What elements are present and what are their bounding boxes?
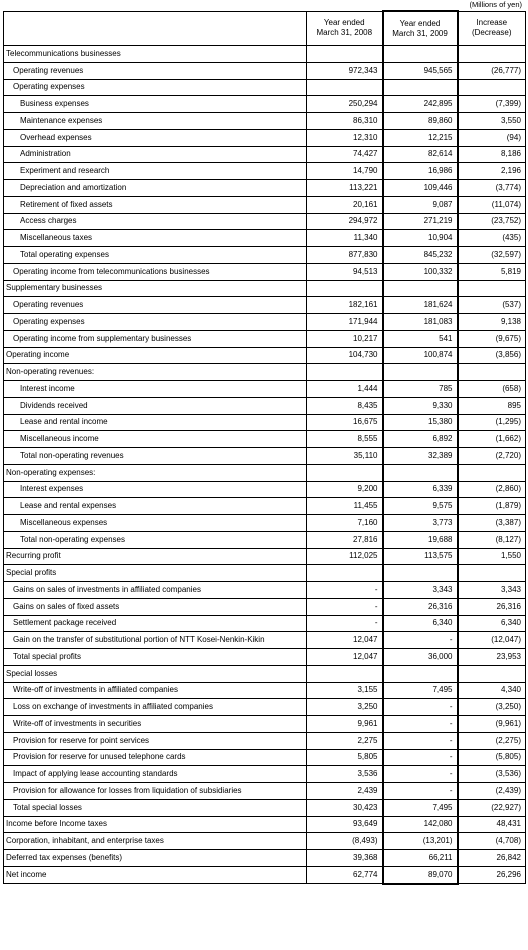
- value-change: (3,250): [458, 699, 526, 716]
- table-row: [4, 548, 526, 565]
- value-change: (537): [458, 297, 526, 314]
- value-2008: [307, 665, 383, 682]
- value-change: [458, 79, 526, 96]
- value-change: 26,316: [458, 598, 526, 615]
- table-row: [4, 649, 526, 666]
- row-label: Corporation, inhabitant, and enterprise taxes: [4, 833, 307, 850]
- value-change: (3,387): [458, 515, 526, 532]
- row-label: Recurring profit: [4, 548, 307, 565]
- value-change: (435): [458, 230, 526, 247]
- value-change: 26,296: [458, 866, 526, 883]
- value-2008: 16,675: [307, 414, 383, 431]
- table-row: [4, 113, 526, 130]
- value-change: (2,275): [458, 732, 526, 749]
- value-change: 1,550: [458, 548, 526, 565]
- value-change: [458, 280, 526, 297]
- value-2009: 36,000: [383, 649, 458, 666]
- value-2008: [307, 79, 383, 96]
- value-change: 895: [458, 397, 526, 414]
- table-row: [4, 531, 526, 548]
- value-2008: 11,455: [307, 498, 383, 515]
- value-2008: 86,310: [307, 113, 383, 130]
- value-2009: 82,614: [383, 146, 458, 163]
- value-2009: 89,860: [383, 113, 458, 130]
- value-change: (3,856): [458, 347, 526, 364]
- value-2008: 11,340: [307, 230, 383, 247]
- row-label: Net income: [4, 866, 307, 883]
- row-label: Non-operating expenses:: [4, 464, 307, 481]
- value-2008: 294,972: [307, 213, 383, 230]
- header-year-2008: Year ended March 31, 2008: [307, 11, 383, 46]
- value-2009: 6,892: [383, 431, 458, 448]
- value-change: 26,842: [458, 850, 526, 867]
- value-change: [458, 46, 526, 63]
- value-change: 48,431: [458, 816, 526, 833]
- row-label: Settlement package received: [4, 615, 307, 632]
- table-row: [4, 515, 526, 532]
- value-2009: 3,773: [383, 515, 458, 532]
- table-row: [4, 196, 526, 213]
- row-label: Supplementary businesses: [4, 280, 307, 297]
- value-2009: 100,332: [383, 263, 458, 280]
- value-change: 23,953: [458, 649, 526, 666]
- value-2008: 182,161: [307, 297, 383, 314]
- value-change: (8,127): [458, 531, 526, 548]
- value-2008: 171,944: [307, 314, 383, 331]
- value-2009: 785: [383, 381, 458, 398]
- value-change: 5,819: [458, 263, 526, 280]
- value-2008: 12,310: [307, 129, 383, 146]
- value-2008: 112,025: [307, 548, 383, 565]
- value-2009: -: [383, 766, 458, 783]
- row-label: Total special profits: [4, 649, 307, 666]
- table-row: [4, 180, 526, 197]
- value-2008: 2,275: [307, 732, 383, 749]
- table-row: [4, 699, 526, 716]
- value-2008: 9,961: [307, 716, 383, 733]
- value-change: (1,879): [458, 498, 526, 515]
- row-label: Miscellaneous expenses: [4, 515, 307, 532]
- row-label: Special profits: [4, 565, 307, 582]
- value-2009: [383, 280, 458, 297]
- value-2009: 845,232: [383, 247, 458, 264]
- header-label-cell: [4, 11, 307, 46]
- row-label: Overhead expenses: [4, 129, 307, 146]
- table-row: [4, 247, 526, 264]
- value-2009: 100,874: [383, 347, 458, 364]
- value-change: 6,340: [458, 615, 526, 632]
- value-2009: 142,080: [383, 816, 458, 833]
- table-row: [4, 498, 526, 515]
- table-row: [4, 448, 526, 465]
- value-change: (3,536): [458, 766, 526, 783]
- table-row: [4, 582, 526, 599]
- value-change: (4,708): [458, 833, 526, 850]
- value-2009: 242,895: [383, 96, 458, 113]
- value-2009: -: [383, 783, 458, 800]
- row-label: Operating revenues: [4, 62, 307, 79]
- row-label: Provision for reserve for unused telephone cards: [4, 749, 307, 766]
- value-2009: 26,316: [383, 598, 458, 615]
- table-row: [4, 314, 526, 331]
- value-2009: 6,340: [383, 615, 458, 632]
- row-label: Total operating expenses: [4, 247, 307, 264]
- value-2008: 3,536: [307, 766, 383, 783]
- value-change: (7,399): [458, 96, 526, 113]
- row-label: Total non-operating expenses: [4, 531, 307, 548]
- value-2008: 5,805: [307, 749, 383, 766]
- row-label: Telecommunications businesses: [4, 46, 307, 63]
- table-row: [4, 163, 526, 180]
- value-change: 2,196: [458, 163, 526, 180]
- table-row: [4, 850, 526, 867]
- value-2009: 7,495: [383, 682, 458, 699]
- value-2009: 66,211: [383, 850, 458, 867]
- value-2009: [383, 364, 458, 381]
- row-label: Provision for allowance for losses from liquidation of subsidiaries: [4, 783, 307, 800]
- table-row: [4, 866, 526, 883]
- value-2008: 74,427: [307, 146, 383, 163]
- row-label: Write-off of investments in securities: [4, 716, 307, 733]
- value-2008: 10,217: [307, 330, 383, 347]
- table-row: [4, 732, 526, 749]
- value-2008: 20,161: [307, 196, 383, 213]
- row-label: Lease and rental expenses: [4, 498, 307, 515]
- row-label: Operating expenses: [4, 314, 307, 331]
- value-2009: [383, 464, 458, 481]
- header-year-2009: Year ended March 31, 2009: [383, 11, 458, 46]
- table-row: [4, 297, 526, 314]
- value-2008: 2,439: [307, 783, 383, 800]
- value-2009: [383, 565, 458, 582]
- table-row: [4, 414, 526, 431]
- value-2009: 945,565: [383, 62, 458, 79]
- table-header-row: [4, 11, 526, 46]
- value-change: (26,777): [458, 62, 526, 79]
- value-change: [458, 464, 526, 481]
- table-row: [4, 799, 526, 816]
- value-2008: 12,047: [307, 632, 383, 649]
- row-label: Write-off of investments in affiliated companies: [4, 682, 307, 699]
- value-change: (2,439): [458, 783, 526, 800]
- row-label: Non-operating revenues:: [4, 364, 307, 381]
- value-change: (1,295): [458, 414, 526, 431]
- value-2008: (8,493): [307, 833, 383, 850]
- value-2008: 104,730: [307, 347, 383, 364]
- value-2009: 3,343: [383, 582, 458, 599]
- row-label: Lease and rental income: [4, 414, 307, 431]
- value-2009: -: [383, 732, 458, 749]
- value-2009: [383, 79, 458, 96]
- value-2009: -: [383, 699, 458, 716]
- table-row: [4, 213, 526, 230]
- value-change: (2,860): [458, 481, 526, 498]
- table-row: [4, 330, 526, 347]
- value-2009: 9,575: [383, 498, 458, 515]
- value-2008: 3,250: [307, 699, 383, 716]
- value-change: 4,340: [458, 682, 526, 699]
- value-change: (3,774): [458, 180, 526, 197]
- table-row: [4, 816, 526, 833]
- value-2008: [307, 46, 383, 63]
- table-row: [4, 230, 526, 247]
- value-2009: -: [383, 632, 458, 649]
- header-increase-decrease: Increase (Decrease): [458, 11, 526, 46]
- income-statement-table: [3, 10, 526, 885]
- value-change: 8,186: [458, 146, 526, 163]
- row-label: Business expenses: [4, 96, 307, 113]
- value-2009: 89,070: [383, 866, 458, 883]
- value-change: [458, 364, 526, 381]
- value-2009: 19,688: [383, 531, 458, 548]
- table-row: [4, 431, 526, 448]
- value-2009: 12,215: [383, 129, 458, 146]
- row-label: Miscellaneous taxes: [4, 230, 307, 247]
- value-2009: 113,575: [383, 548, 458, 565]
- value-2008: [307, 364, 383, 381]
- value-2009: 6,339: [383, 481, 458, 498]
- table-row: [4, 598, 526, 615]
- value-change: [458, 665, 526, 682]
- value-change: (1,662): [458, 431, 526, 448]
- table-row: [4, 381, 526, 398]
- value-2008: 93,649: [307, 816, 383, 833]
- value-2008: 94,513: [307, 263, 383, 280]
- value-2008: 12,047: [307, 649, 383, 666]
- value-change: 3,343: [458, 582, 526, 599]
- table-row: [4, 833, 526, 850]
- row-label: Gain on the transfer of substitutional portion of NTT Kosei-Nenkin-Kikin: [4, 632, 307, 649]
- value-2009: -: [383, 749, 458, 766]
- value-change: [458, 565, 526, 582]
- value-2008: 62,774: [307, 866, 383, 883]
- value-2009: 16,986: [383, 163, 458, 180]
- row-label: Operating income from supplementary businesses: [4, 330, 307, 347]
- value-change: (658): [458, 381, 526, 398]
- table-row: [4, 364, 526, 381]
- row-label: Special losses: [4, 665, 307, 682]
- value-2008: 27,816: [307, 531, 383, 548]
- value-2008: 250,294: [307, 96, 383, 113]
- value-change: (9,675): [458, 330, 526, 347]
- value-2009: 32,389: [383, 448, 458, 465]
- table-row: [4, 565, 526, 582]
- row-label: Interest expenses: [4, 481, 307, 498]
- value-2009: [383, 665, 458, 682]
- value-2008: 14,790: [307, 163, 383, 180]
- value-2008: -: [307, 582, 383, 599]
- value-2009: -: [383, 716, 458, 733]
- value-change: 9,138: [458, 314, 526, 331]
- row-label: Depreciation and amortization: [4, 180, 307, 197]
- row-label: Maintenance expenses: [4, 113, 307, 130]
- value-change: (23,752): [458, 213, 526, 230]
- table-body: [4, 46, 526, 884]
- table-row: [4, 632, 526, 649]
- row-label: Provision for reserve for point services: [4, 732, 307, 749]
- row-label: Dividends received: [4, 397, 307, 414]
- table-row: [4, 146, 526, 163]
- row-label: Total non-operating revenues: [4, 448, 307, 465]
- value-change: (2,720): [458, 448, 526, 465]
- value-change: 3,550: [458, 113, 526, 130]
- value-2008: [307, 464, 383, 481]
- units-note: (Millions of yen): [469, 0, 522, 9]
- table-row: [4, 665, 526, 682]
- value-2008: [307, 565, 383, 582]
- value-2009: 109,446: [383, 180, 458, 197]
- table-row: [4, 783, 526, 800]
- row-label: Loss on exchange of investments in affiliated companies: [4, 699, 307, 716]
- table-row: [4, 263, 526, 280]
- value-2009: (13,201): [383, 833, 458, 850]
- row-label: Retirement of fixed assets: [4, 196, 307, 213]
- value-2008: 39,368: [307, 850, 383, 867]
- table-row: [4, 79, 526, 96]
- value-change: (9,961): [458, 716, 526, 733]
- value-2008: 972,343: [307, 62, 383, 79]
- table-row: [4, 62, 526, 79]
- row-label: Operating expenses: [4, 79, 307, 96]
- value-2009: 9,087: [383, 196, 458, 213]
- row-label: Experiment and research: [4, 163, 307, 180]
- row-label: Miscellaneous income: [4, 431, 307, 448]
- row-label: Gains on sales of investments in affiliated companies: [4, 582, 307, 599]
- row-label: Operating income from telecommunications businesses: [4, 263, 307, 280]
- table-row: [4, 280, 526, 297]
- value-2008: 35,110: [307, 448, 383, 465]
- value-2009: 9,330: [383, 397, 458, 414]
- value-2008: 8,555: [307, 431, 383, 448]
- value-2008: 9,200: [307, 481, 383, 498]
- row-label: Gains on sales of fixed assets: [4, 598, 307, 615]
- row-label: Income before Income taxes: [4, 816, 307, 833]
- value-2009: 541: [383, 330, 458, 347]
- value-2009: 181,624: [383, 297, 458, 314]
- value-2008: 3,155: [307, 682, 383, 699]
- table-row: [4, 481, 526, 498]
- value-2008: 8,435: [307, 397, 383, 414]
- row-label: Impact of applying lease accounting standards: [4, 766, 307, 783]
- row-label: Administration: [4, 146, 307, 163]
- table-row: [4, 766, 526, 783]
- value-2009: 271,219: [383, 213, 458, 230]
- value-2008: 7,160: [307, 515, 383, 532]
- value-2009: 15,380: [383, 414, 458, 431]
- value-2008: -: [307, 615, 383, 632]
- value-2008: 113,221: [307, 180, 383, 197]
- table-row: [4, 615, 526, 632]
- table-row: [4, 397, 526, 414]
- value-change: (22,927): [458, 799, 526, 816]
- row-label: Total special losses: [4, 799, 307, 816]
- value-change: (12,047): [458, 632, 526, 649]
- value-change: (5,805): [458, 749, 526, 766]
- row-label: Deferred tax expenses (benefits): [4, 850, 307, 867]
- value-2008: -: [307, 598, 383, 615]
- value-2009: 181,083: [383, 314, 458, 331]
- table-row: [4, 46, 526, 63]
- table-row: [4, 682, 526, 699]
- table-row: [4, 749, 526, 766]
- value-change: (11,074): [458, 196, 526, 213]
- value-2009: 10,904: [383, 230, 458, 247]
- row-label: Access charges: [4, 213, 307, 230]
- table-row: [4, 347, 526, 364]
- value-2009: [383, 46, 458, 63]
- table-row: [4, 464, 526, 481]
- value-change: (94): [458, 129, 526, 146]
- table-row: [4, 96, 526, 113]
- table-row: [4, 129, 526, 146]
- value-2008: 1,444: [307, 381, 383, 398]
- value-2009: 7,495: [383, 799, 458, 816]
- row-label: Interest income: [4, 381, 307, 398]
- value-change: (32,597): [458, 247, 526, 264]
- row-label: Operating income: [4, 347, 307, 364]
- value-2008: 877,830: [307, 247, 383, 264]
- table-row: [4, 716, 526, 733]
- value-2008: 30,423: [307, 799, 383, 816]
- row-label: Operating revenues: [4, 297, 307, 314]
- value-2008: [307, 280, 383, 297]
